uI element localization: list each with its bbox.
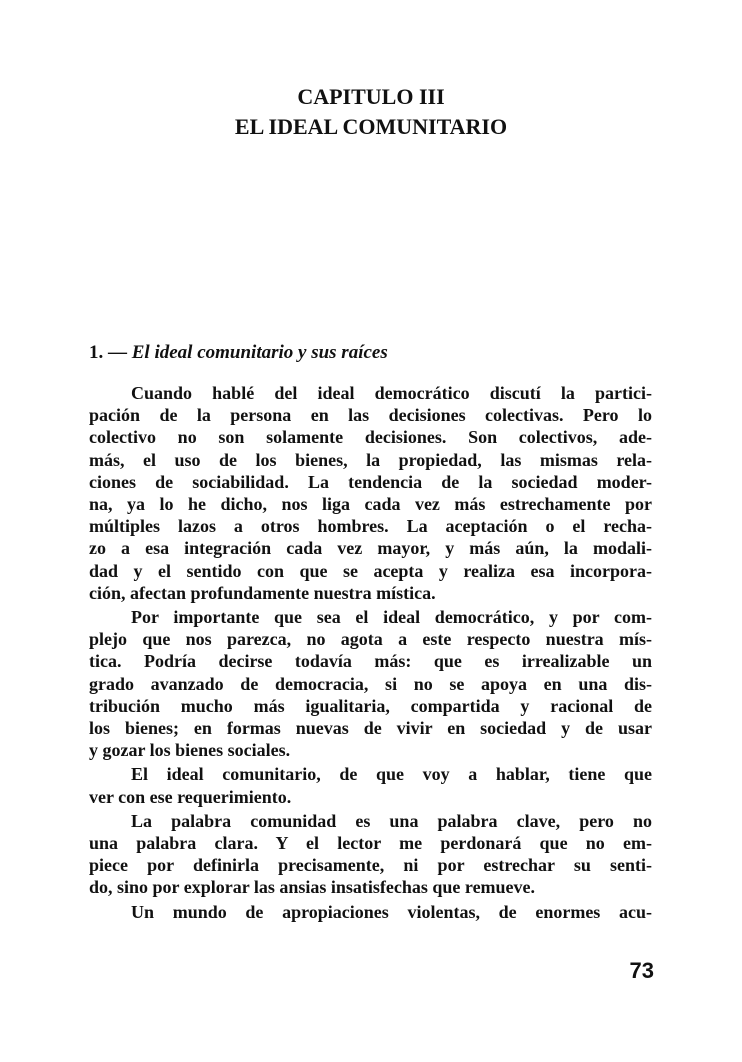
chapter-number: CAPITULO III	[297, 84, 445, 109]
text-line: Cuando hablé del ideal democrático discutí la partici-	[131, 383, 652, 403]
body-text	[89, 382, 652, 925]
text-line: piece por definirla precisamente, ni por estrechar su senti-	[89, 855, 652, 876]
text-line: múltiples lazos a otros hombres. La aceptación o el recha-	[89, 516, 652, 537]
chapter-heading	[0, 82, 742, 142]
text-line: tribución mucho más igualitaria, compartida y racional de	[89, 695, 652, 716]
text-line: una palabra clara. Y el lector me perdonará que no em-	[89, 833, 652, 854]
text-line: dad y el sentido con que se acepta y realiza esa incorpora-	[89, 560, 652, 581]
text-line: colectivo no son solamente decisiones. Son colectivos, ade-	[89, 427, 652, 448]
text-line: más, el uso de los bienes, la propiedad, las mismas rela-	[89, 449, 652, 470]
paragraph	[89, 382, 652, 604]
text-line: do, sino por explorar las ansias insatisfechas que remueve.	[89, 877, 536, 898]
text-line: tica. Podría decirse todavía más: que es irrealizable un	[89, 651, 652, 672]
text-line: y gozar los bienes sociales.	[89, 740, 291, 761]
section-heading	[89, 342, 388, 364]
paragraph	[89, 763, 652, 807]
text-line: grado avanzado de democracia, si no se apoya en una dis-	[89, 673, 652, 694]
text-line: ciones de sociabilidad. La tendencia de la sociedad moder-	[89, 471, 652, 492]
text-line: ción, afectan profundamente nuestra mística.	[89, 582, 436, 603]
text-line: los bienes; en formas nuevas de vivir en sociedad y de usar	[89, 718, 652, 739]
page-number: 73	[629, 958, 654, 983]
paragraph	[89, 606, 652, 761]
text-line: plejo que nos parezca, no agota a este respecto nuestra mís-	[89, 629, 652, 650]
text-line: ver con ese requerimiento.	[89, 786, 292, 807]
text-line: Por importante que sea el ideal democrático, y por com-	[131, 607, 652, 628]
paragraph	[89, 901, 652, 923]
text-line: zo a esa integración cada vez mayor, y más aún, la modali-	[89, 538, 652, 559]
text-line: pación de la persona en las decisiones colectivas. Pero lo	[89, 405, 652, 426]
text-line: El ideal comunitario, de que voy a hablar, tiene que	[131, 764, 652, 785]
text-line: Un mundo de apropiaciones violentas, de enormes acu-	[131, 901, 652, 922]
text-line: La palabra comunidad es una palabra clave, pero no	[131, 810, 652, 831]
paragraph	[89, 810, 652, 899]
chapter-title: EL IDEAL COMUNITARIO	[234, 114, 508, 139]
text-line: na, ya lo he dicho, nos liga cada vez más estrechamente por	[89, 494, 652, 515]
section-number: 1. —	[89, 342, 127, 363]
section-title: El ideal comunitario y sus raíces	[131, 342, 388, 363]
